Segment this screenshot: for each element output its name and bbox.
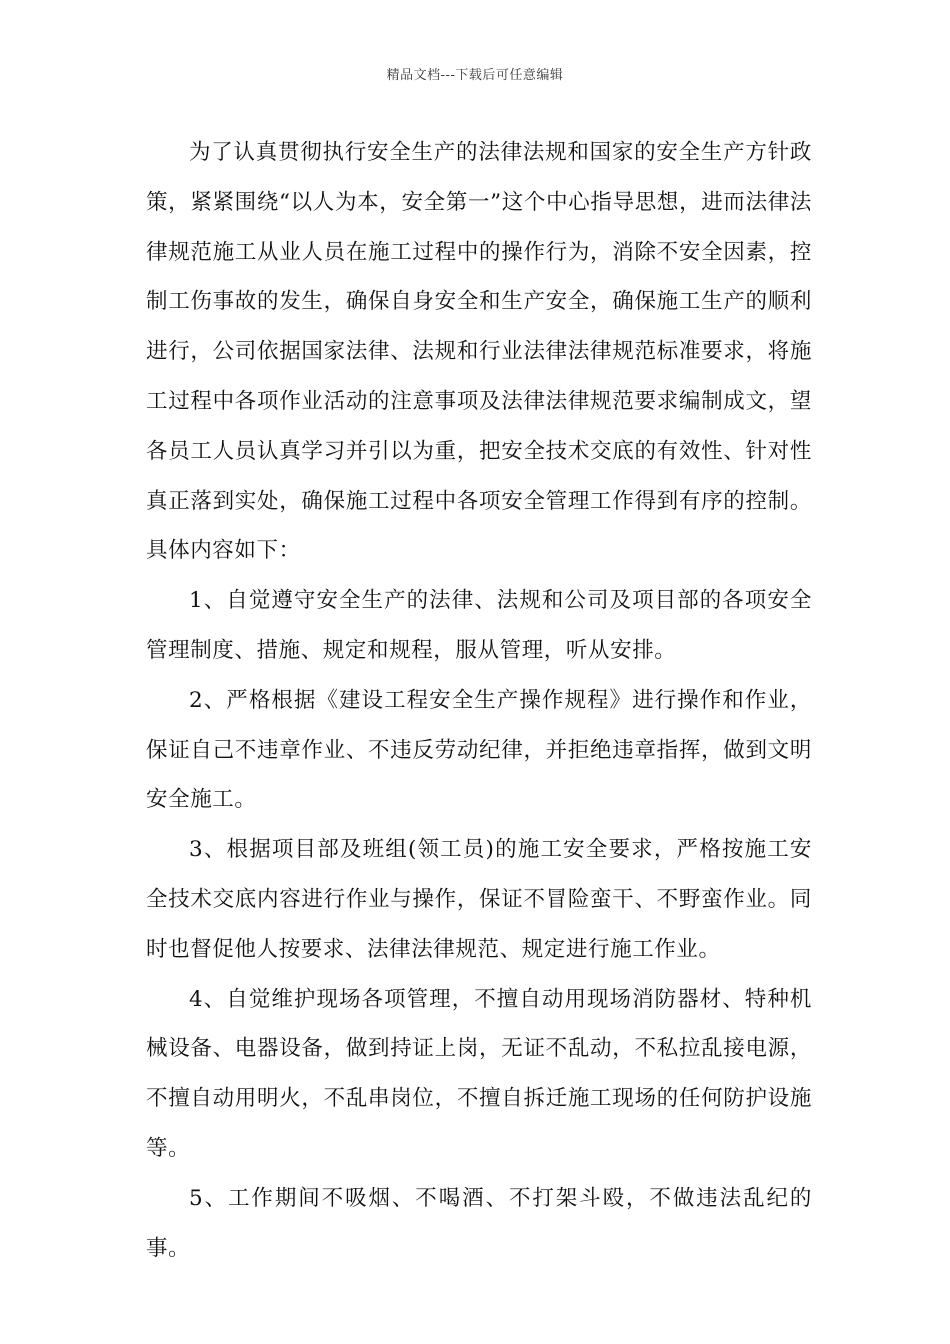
rule-paragraph-1: 1、自觉遵守安全生产的法律、法规和公司及项目部的各项安全管理制度、措施、规定和规程，服从管理，听从安排。 [146, 588, 812, 663]
rule-paragraph-5: 5、工作期间不吸烟、不喝酒、不打架斗殴，不做违法乱纪的事。 [146, 1185, 812, 1261]
page-header: 精品文档---下载后可任意编辑 [386, 68, 564, 83]
document-body [146, 128, 812, 1273]
rule-paragraph-3: 3、根据项目部及班组(领工员)的施工安全要求，严格按施工安全技术交底内容进行作业与操作，保证不冒险蛮干、不野蛮作业。同时也督促他人按要求、法律法律规范、规定进行施工作业。 [146, 837, 812, 962]
intro-paragraph: 为了认真贯彻执行安全生产的法律法规和国家的安全生产方针政策，紧紧围绕“以人为本，安全第一”这个中心指导思想，进而法律法律规范施工从业人员在施工过程中的操作行为，消除不安全因素，控制工伤事故的发生，确保自身安全和生产安全，确保施工生产的顺利进行，公司依据国家法律、法规和行业法律法律规范标准要求，将施工过程中各项作业活动的注意事项及法律法律规范要求编制成文，望各员工人员认真学习并引以为重，把安全技术交底的有效性、针对性真正落到实处，确保施工过程中各项安全管理工作得到有序的控制。具体内容如下： [146, 140, 812, 564]
rule-paragraph-2: 2、严格根据《建设工程安全生产操作规程》进行操作和作业，保证自己不违章作业、不违反劳动纪律，并拒绝违章指挥，做到文明安全施工。 [146, 687, 812, 813]
rule-paragraph-4: 4、自觉维护现场各项管理，不擅自动用现场消防器材、特种机械设备、电器设备，做到持证上岗，无证不乱动，不私拉乱接电源，不擅自动用明火，不乱串岗位，不擅自拆迁施工现场的任何防护设施等。 [146, 986, 812, 1161]
